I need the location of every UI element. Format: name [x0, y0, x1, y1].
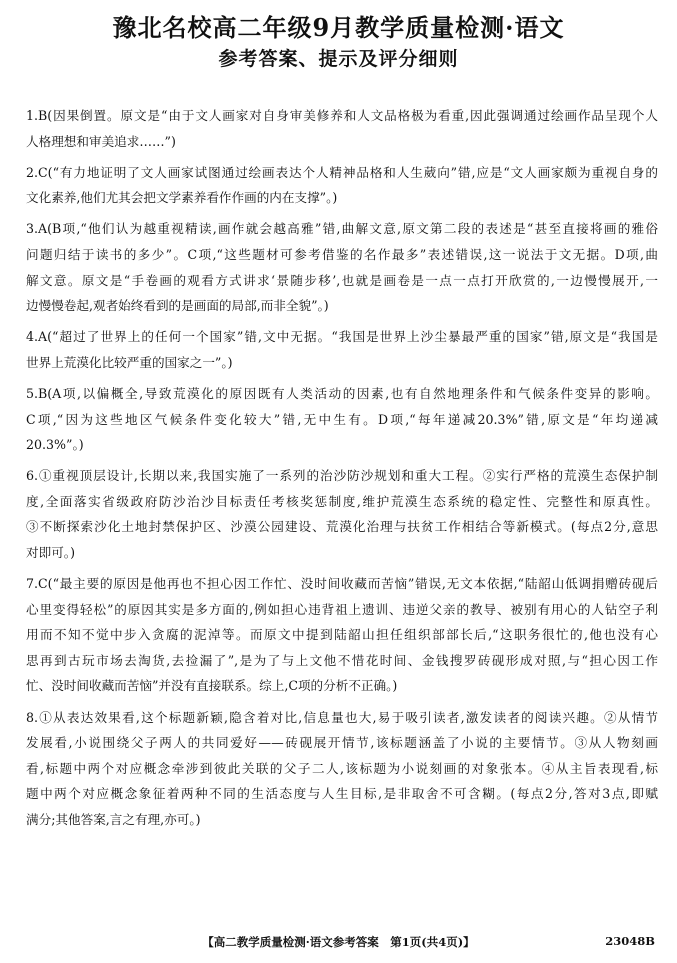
page-subtitle: 参考答案、提示及评分细则 — [218, 48, 459, 70]
answer-line: 思再到古玩市场去淘货,去捡漏了”,是为了与上文他不惜花时间、金钱搜罗砖砚形成对照,与“担心因工作 — [26, 652, 658, 668]
footer-code: 23048B — [605, 934, 655, 948]
answer-list — [26, 103, 658, 838]
answer-item — [26, 160, 658, 211]
answer-line: 满分;其他答案,言之有理,亦可。) — [26, 811, 201, 827]
answer-line: 1.B(因果倒置。原文是“由于文人画家对自身审美修养和人文品格极为看重,因此强调通过绘画作品呈现个人 — [26, 108, 658, 123]
page-title: 豫北名校高二年级9月教学质量检测·语文 — [112, 13, 565, 42]
answer-line: 2.C(“有力地证明了文人画家试图通过绘画表达个人精神品格和人生葳向”错,应是“文人画家颇为重视自身的 — [26, 164, 658, 180]
answer-line: 20.3%”。) — [26, 437, 84, 453]
answer-line: 对即可。) — [26, 545, 75, 560]
answer-line: 6.①重视顶层设计,长期以来,我国实施了一系列的治沙防沙规划和重大工程。②实行严格的荒漠生态保护制 — [26, 468, 658, 484]
answer-line: ③不断探索沙化土地封禁保护区、沙漠公园建设、荒漠化治理与扶贫工作相结合等新模式。(每点2分,意思 — [26, 519, 658, 535]
answer-line: 7.C(“最主要的原因是他再也不担心因工作忙、没时间收藏而苦恼”错误,无文本依据,“陆韶山低调捐赠砖砚后 — [26, 576, 658, 592]
answer-line: 文化素养,他们尤其会把文学素养看作作画的内在支撑”。) — [26, 190, 338, 206]
answer-line: 3.A(B项,“他们认为越重视精读,画作就会越高雅”错,曲解文意,原文第二段的表述是“甚至直接将画的雅俗 — [26, 221, 658, 237]
answer-line: 人格理想和审美追求……”) — [26, 133, 176, 149]
answer-item — [26, 103, 658, 154]
answer-item — [26, 324, 658, 375]
answer-item — [26, 705, 658, 833]
answer-line: 忙、没时间收藏而苦恼”并没有直接联系。综上,C项的分析不正确。) — [26, 678, 398, 694]
answer-line: 8.①从表达效果看,这个标题新颖,隐含着对比,信息量也大,易于吸引读者,激发读者的阅读兴趣。②从情节 — [26, 709, 658, 725]
answer-line: 解文意。原文是“手卷画的观看方式讲求‘景随步移’,也就是画卷是一点一点打开欣赏的,一边慢慢展开,一 — [26, 272, 658, 288]
answer-line: 边慢慢卷起,观者始终看到的是画面的局部,而非全貌”。) — [26, 298, 329, 314]
answer-line: 4.A(“超过了世界上的任何一个国家”错,文中无据。“我国是世界上沙尘暴最严重的国家”错,原文是“我国是 — [26, 329, 658, 345]
answer-line: 问题归结于读书的多少”。C项,“这些题材可参考借鉴的名作最多”表述错误,这一说法于文无据。D项,曲 — [26, 246, 658, 262]
answer-line: 题中两个对应概念象征着两种不同的生活态度与人生目标,是非取舍不可含糊。(每点2分,答对3点,即赋 — [26, 786, 658, 802]
footer-page-info: 【高二教学质量检测·语文参考答案 第1页(共4页)】 — [202, 935, 475, 949]
answer-line: 心里变得轻松”的原因其实是多方面的,例如担心违背祖上遗训、违逆父亲的教导、被别有用心的人钻空子利 — [26, 601, 658, 617]
answer-line: 用而不知不觉中步入贪腐的泥淖等。而原文中提到陆韶山担任组织部部长后,“这职务很忙的,他也没有心 — [26, 627, 658, 643]
answer-item — [26, 463, 658, 565]
answer-item — [26, 216, 658, 318]
answer-line: 5.B(A项,以偏概全,导致荒漠化的原因既有人类活动的因素,也有自然地理条件和气候条件变异的影响。 — [26, 385, 658, 401]
answer-item — [26, 381, 658, 458]
answer-line: 度,全面落实省级政府防沙治沙目标责任考核奖惩制度,维护荒漠生态系统的稳定性、完整性和原真性。 — [26, 493, 658, 509]
answer-line: 看,标题中两个对应概念牵涉到彼此关联的父子二人,该标题为小说刻画的对象张本。④从主旨表现看,标 — [26, 760, 658, 776]
answer-line: 世界上荒漠化比较严重的国家之一”。) — [26, 354, 233, 370]
page-footer — [0, 934, 677, 952]
answer-item — [26, 571, 658, 699]
answer-line: C项,“因为这些地区气候条件变化较大”错,无中生有。D项,“每年递减20.3%”错,原文是“年均递减 — [26, 411, 658, 427]
answer-line: 发展看,小说围绕父子两人的共同爱好——砖砚展开情节,该标题涵盖了小说的主要情节。③从人物刻画 — [26, 735, 658, 751]
